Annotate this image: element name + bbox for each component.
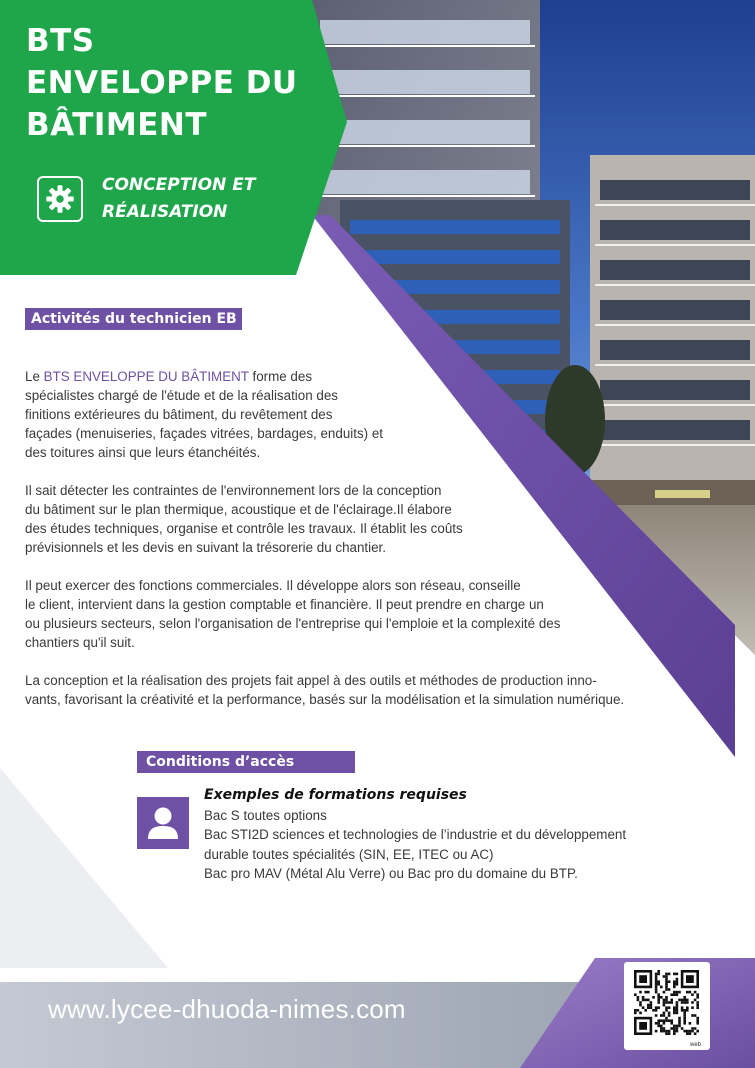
paragraph-line: façades (menuiseries, façades vitrées, bardages, enduits) et xyxy=(25,426,384,441)
paragraph-line: le client, intervient dans la gestion comptable et financière. Il peut prendre en charge un xyxy=(25,597,544,612)
activities-paragraph-3 xyxy=(25,576,560,652)
website-link[interactable]: www.lycee-dhuoda-nimes.com xyxy=(48,994,406,1024)
requirements-list xyxy=(204,806,626,884)
user-icon xyxy=(137,797,189,849)
line-rest-text: forme des xyxy=(248,369,313,384)
paragraph-line: des toitures ainsi que leurs étanchéités. xyxy=(25,445,261,460)
subtitle-line: RÉALISATION xyxy=(102,202,228,222)
list-item xyxy=(204,864,626,883)
building-photo xyxy=(300,0,755,665)
list-item xyxy=(204,825,626,864)
list-item-line: Bac STI2D sciences et technologies de l’industrie et du développement xyxy=(204,827,627,843)
activities-paragraph-1 xyxy=(25,367,383,462)
gear-icon xyxy=(37,176,83,222)
conditions-label: Conditions d’accès xyxy=(137,751,355,773)
paragraph-line: du bâtiment sur le plan thermique, acoustique et de l'éclairage.Il élabore xyxy=(25,502,452,517)
activities-label: Activités du technicien EB xyxy=(25,308,242,330)
title-line: BTS xyxy=(26,23,95,59)
paragraph-line: vants, favorisant la créativité et la performance, basés sur la modélisation et la simulation numérique. xyxy=(25,692,625,707)
list-item-line: Bac S toutes options xyxy=(204,808,327,823)
paragraph-line xyxy=(25,367,383,386)
paragraph-line: chantiers qu'il suit. xyxy=(25,635,135,650)
subtitle-line: CONCEPTION ET xyxy=(102,175,256,195)
list-item-line: Bac pro MAV (Métal Alu Verre) ou Bac pro du domaine du BTP. xyxy=(204,866,578,882)
requirements-title: Exemples de formations requises xyxy=(204,787,467,803)
title-line: ENVELOPPE DU xyxy=(26,65,298,101)
activities-paragraph-2 xyxy=(25,481,463,557)
paragraph-line: ou plusieurs secteurs, selon l'organisation de l'entreprise qui l'emploie et la complexité des xyxy=(25,616,561,631)
paragraph-line: spécialistes chargé de l'étude et de la réalisation des xyxy=(25,388,338,403)
activities-paragraph-4 xyxy=(25,671,624,709)
list-item-line: durable toutes spécialités (SIN, EE, ITEC ou AC) xyxy=(204,846,494,862)
paragraph-line: La conception et la réalisation des projets fait appel à des outils et méthodes de production inno- xyxy=(25,673,597,688)
paragraph-line: prévisionnels et les devis en suivant la trésorerie du chantier. xyxy=(25,540,386,555)
page-title xyxy=(26,20,346,146)
program-name-highlight: BTS ENVELOPPE DU BÂTIMENT xyxy=(43,369,249,384)
qr-caption: web xyxy=(689,1042,701,1048)
paragraph-line: finitions extérieures du bâtiment, du revêtement des xyxy=(25,407,333,422)
paragraph-line: Il peut exercer des fonctions commerciales. Il développe alors son réseau, conseille xyxy=(25,578,521,593)
paragraph-line: des études techniques, organise et contrôle les travaux. Il établit les coûts xyxy=(25,521,463,536)
qr-code-icon xyxy=(624,962,710,1042)
title-line: BÂTIMENT xyxy=(26,107,208,143)
subtitle xyxy=(102,172,255,226)
paragraph-line: Il sait détecter les contraintes de l'environnement lors de la conception xyxy=(25,483,442,498)
intro-text: Le xyxy=(25,369,44,384)
qr-code[interactable] xyxy=(624,962,710,1050)
list-item xyxy=(204,806,626,825)
